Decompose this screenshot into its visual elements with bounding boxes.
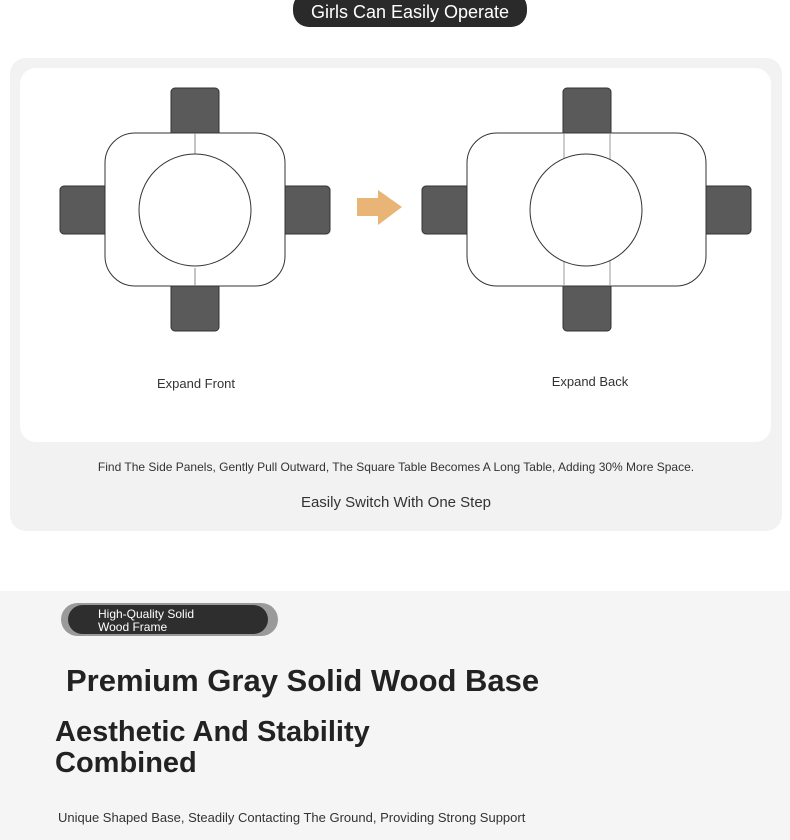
- subheading-line-1: Aesthetic And Stability: [55, 716, 370, 748]
- section-title: Girls Can Easily Operate: [310, 1, 510, 22]
- expand-back-label: Expand Back: [551, 374, 629, 389]
- expand-subtitle: Easily Switch With One Step: [300, 494, 492, 511]
- square-table-center-circle: [139, 154, 251, 266]
- square-table-diagram: [60, 88, 330, 331]
- subheading-line-2: Combined: [55, 747, 197, 779]
- frame-body: Unique Shaped Base, Steadily Contacting The Ground, Providing Strong Support: [58, 810, 526, 825]
- frame-subheading: [55, 717, 415, 779]
- section-title-pill: [293, 0, 527, 27]
- long-table-center-circle: [530, 154, 642, 266]
- feature-badge: [61, 603, 278, 636]
- long-table-diagram: [422, 88, 751, 331]
- expand-demo-section: [10, 58, 782, 531]
- expand-description: Find The Side Panels, Gently Pull Outward, The Square Table Becomes A Long Table, Adding 30% More Space.: [97, 460, 695, 474]
- arrow-right-icon: [357, 190, 402, 225]
- badge-line-2: Wood Frame: [98, 620, 168, 634]
- expand-front-label: Expand Front: [156, 376, 236, 391]
- frame-heading: Premium Gray Solid Wood Base: [66, 663, 540, 698]
- feature-badge-inner: [68, 605, 268, 634]
- table-diagram: [20, 68, 771, 442]
- diagram-card: [20, 68, 771, 442]
- wood-frame-section: [0, 591, 790, 840]
- badge-line-1: High-Quality Solid: [98, 607, 195, 621]
